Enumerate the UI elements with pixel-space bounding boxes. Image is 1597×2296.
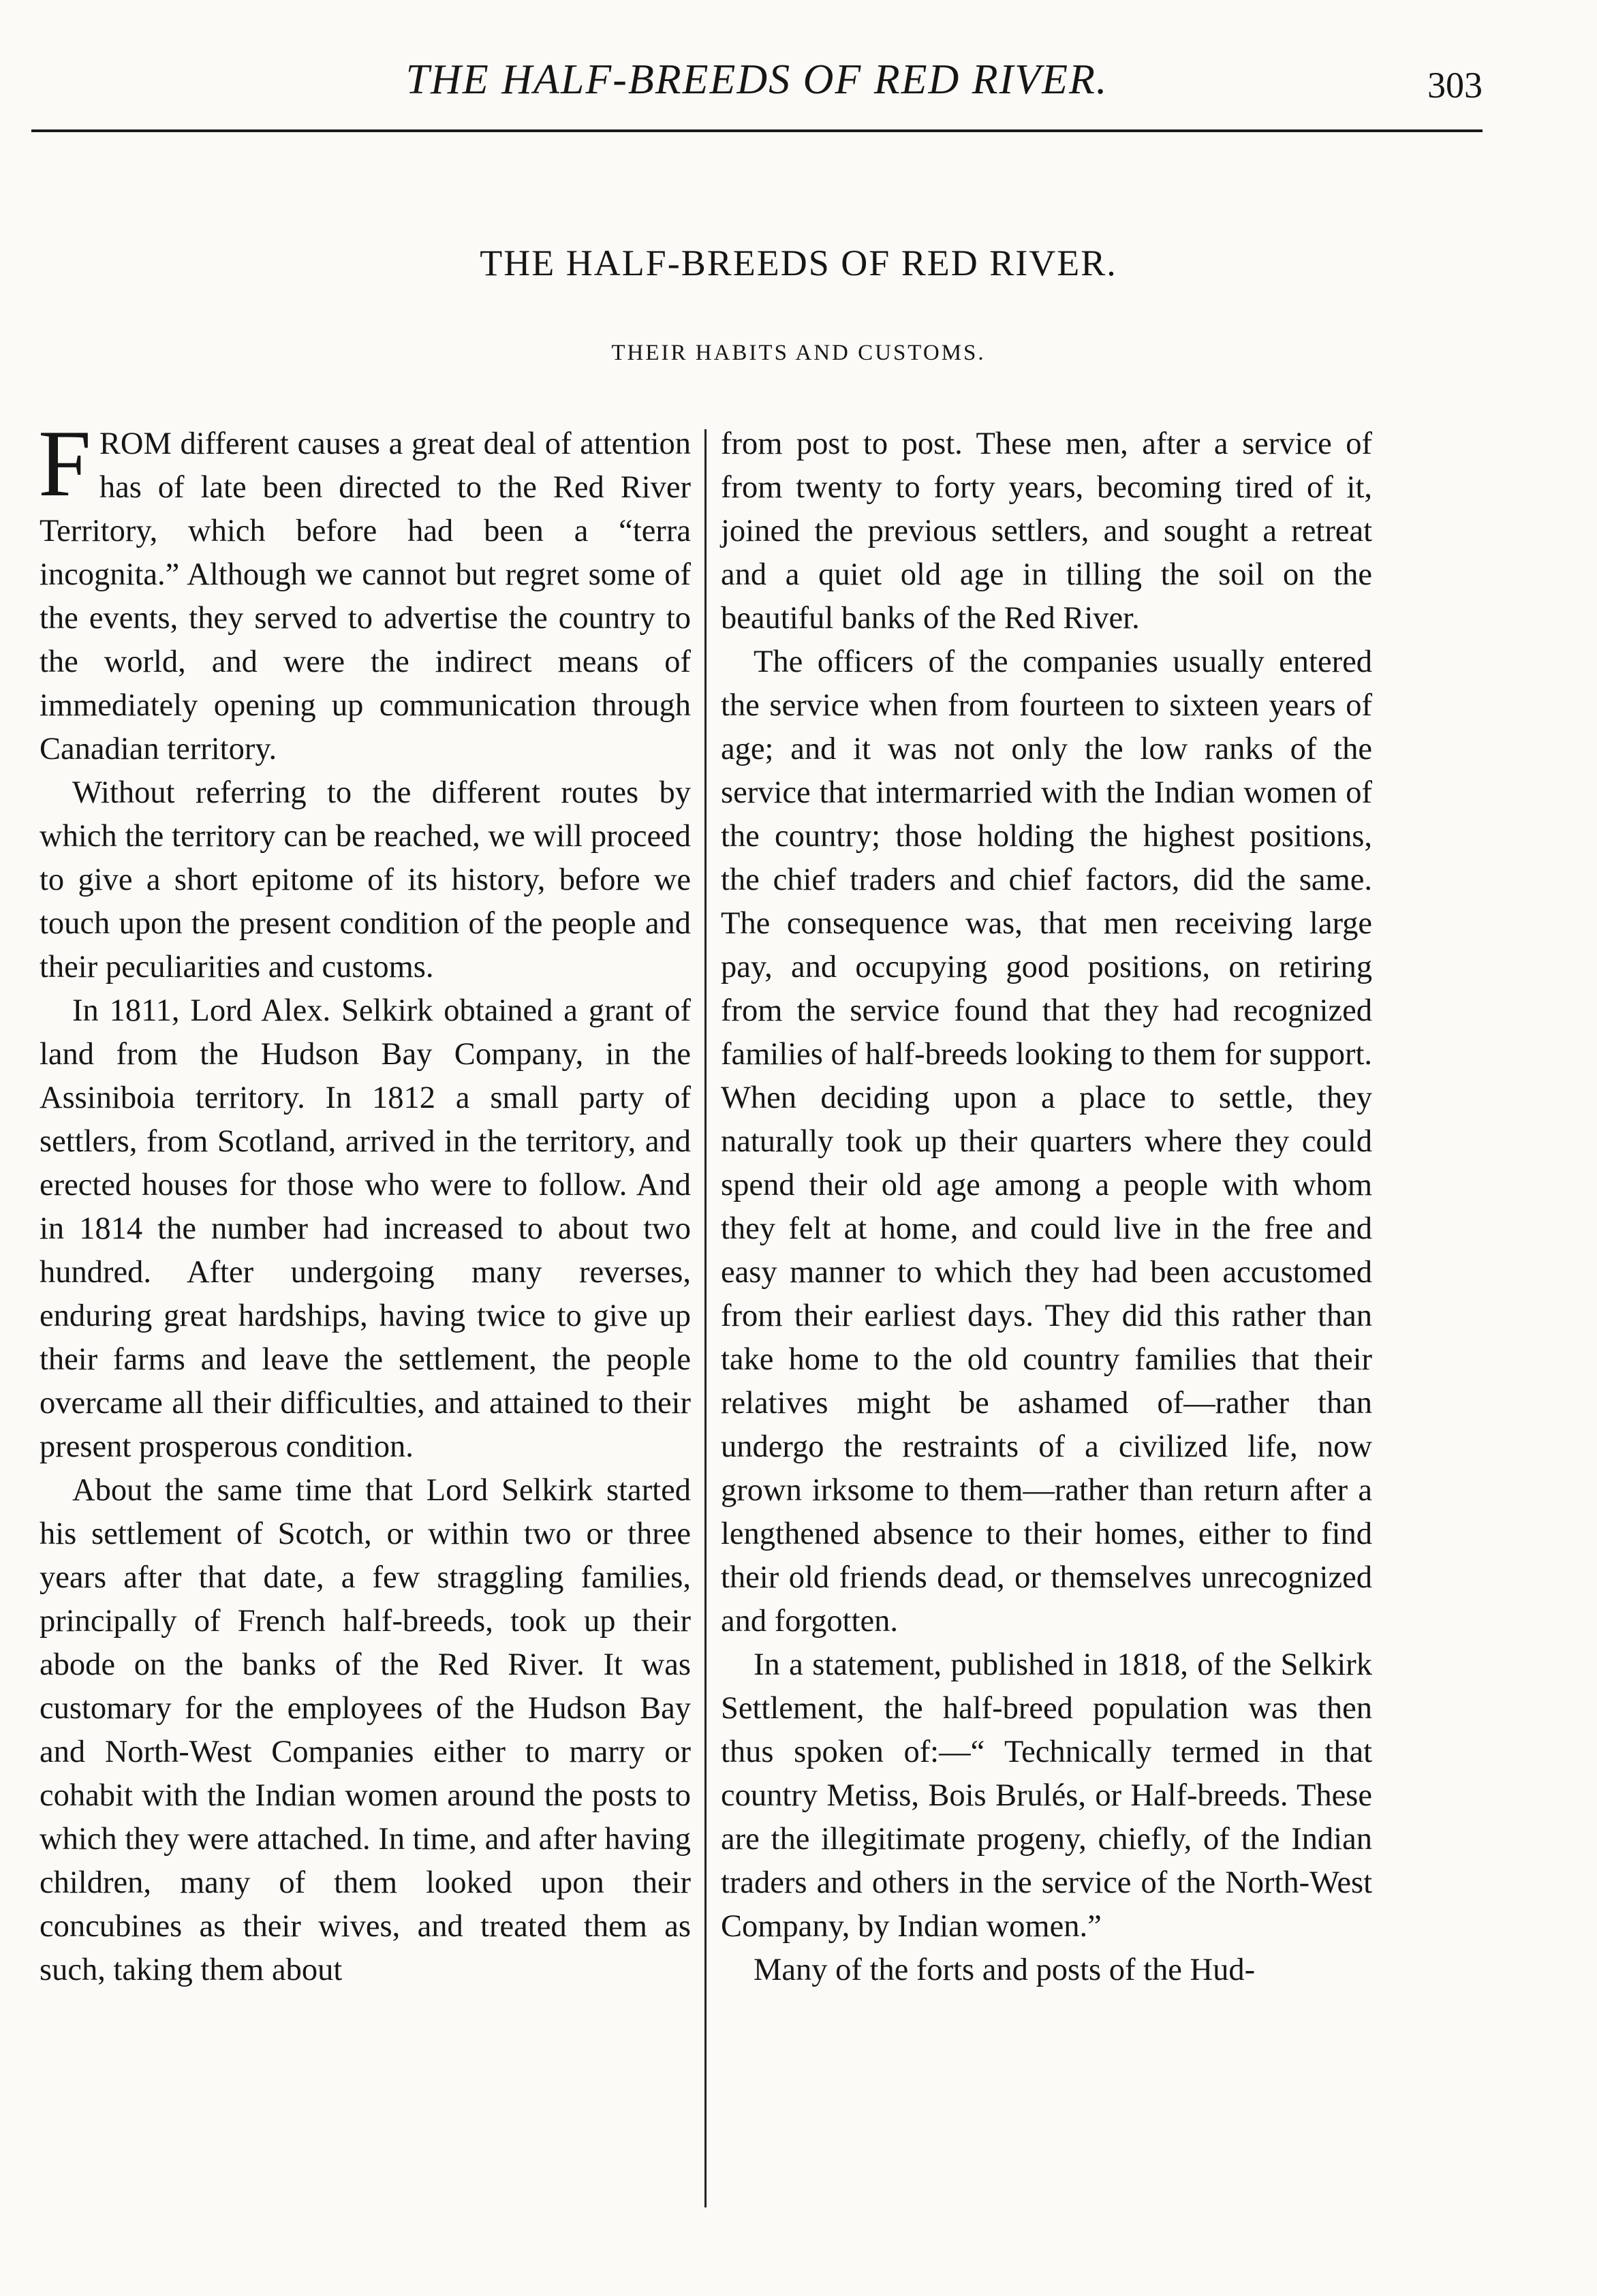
paragraph: Many of the forts and posts of the Hud- <box>754 1953 1256 1987</box>
paragraph: from post to post. These men, after a service of from twenty to forty years, becoming tired of it, joined the previous settlers, and sought a retreat and a quiet old age in tilling the soil on the beautiful banks of the Red River. <box>721 426 1372 636</box>
paragraph: In 1811, Lord Alex. Selkirk obtained a grant of land from the Hudson Bay Company, in the Assiniboia territory. In 1812 a small party of settlers, from Scotland, arrived in the territory, and erected houses for those who were to follow. And in 1814 the number had increased to about two hundred. After undergoing many reverses, enduring great hardships, having twice to give up their farms and leave the settlement, the people overcame all their difficulties, and attained to their present prosperous condition. <box>40 993 691 1464</box>
column-divider <box>704 429 707 2207</box>
paragraph <box>38 411 691 771</box>
page-header <box>31 49 1483 110</box>
article-subtitle: THEIR HABITS AND CUSTOMS. <box>611 341 986 365</box>
paragraph: The officers of the companies usually entered the service when from fourteen to sixteen years of age; and it was not only the low ranks of the service that intermarried with the Indian women of the country; those holding the highest positions, the chief traders and chief factors, did the same. The consequence was, that men receiving large pay, and occupying good positions, on retiring from the service found that they had recognized families of half-breeds looking to them for support. When deciding upon a place to settle, they naturally took up their quarters where they could spend their old age among a people with whom they felt at home, and could live in the free and easy manner to which they had been accustomed from their earliest days. They did this rather than take home to the old country families that their relatives might be ashamed of—rather than undergo the restraints of a civilized life, now grown irksome to them—rather than return after a lengthened absence to their homes, either to find their old friends dead, or themselves unrecognized and forgotten. <box>721 645 1372 1639</box>
paragraph: In a statement, published in 1818, of the Selkirk Settlement, the half-breed population was then thus spoken of:—“ Technically termed in that country Metiss, Bois Brulés, or Half-breeds. These are the illegitimate progeny, chiefly, of the Indian traders and others in the service of the North-West Company, by Indian women.” <box>721 1647 1372 1944</box>
page-number: 303 <box>1427 65 1483 106</box>
left-column <box>38 411 691 1992</box>
running-title: THE HALF-BREEDS OF RED RIVER. <box>405 57 1108 103</box>
article-title: THE HALF-BREEDS OF RED RIVER. <box>480 243 1117 283</box>
paragraph: About the same time that Lord Selkirk started his settlement of Scotch, or within two or three years after that date, a few straggling families, principally of French half-breeds, took up their abode on the banks of the Red River. It was customary for the employees of the Hudson Bay and North-West Companies either to marry or cohabit with the Indian women around the posts to which they were attached. In time, and after having children, many of them looked upon their concubines as their wives, and treated them as such, taking them about <box>40 1473 691 1987</box>
header-rule <box>31 129 1483 132</box>
paragraph-text: ROM different causes a great deal of attention has of late been directed to the Red River Territory, which before had been a “terra incognita.” Although we cannot but regret some of the events, they served to advertise the country to the world, and were the indirect means of immediately opening up communication through Canadian territory. <box>40 426 691 766</box>
right-column <box>721 422 1372 1992</box>
drop-cap: F <box>38 411 91 516</box>
paragraph: Without referring to the different routes by which the territory can be reached, we will proceed to give a short epitome of its history, before we touch upon the present condition of the people and their peculiarities and customs. <box>40 775 691 984</box>
